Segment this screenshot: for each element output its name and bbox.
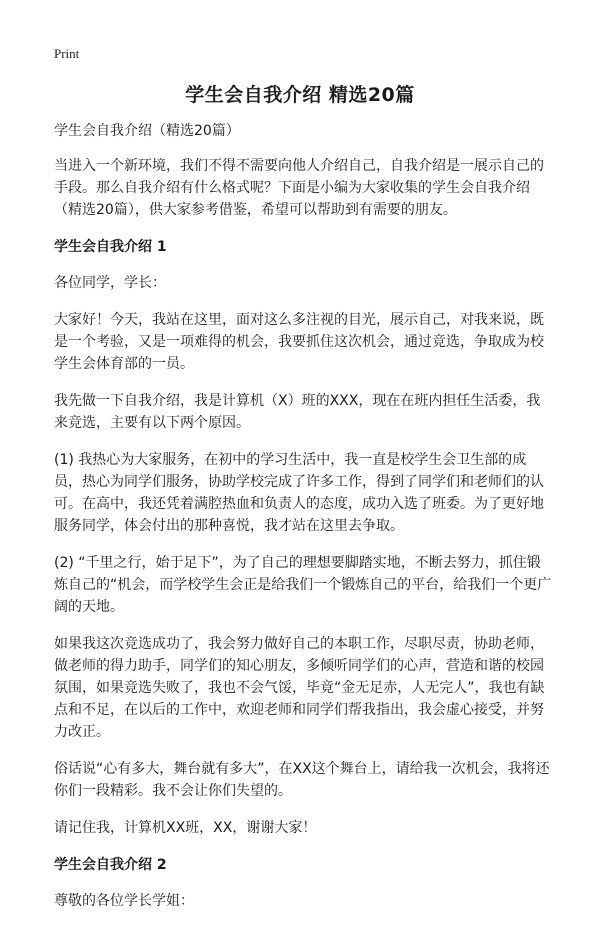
section-heading-2: 学生会自我介绍 2 <box>54 857 167 873</box>
document-body <box>54 120 554 927</box>
paragraph: (2) “千里之行，始于足下”，为了自己的理想要脚踏实地，不断去努力，抓住锻炼自己的“机会，而学校学生会正是给我们一个锻炼自己的平台，给我们一个更广阔的天地。 <box>54 555 552 615</box>
paragraph: (1) 我热心为大家服务，在初中的学习生活中，我一直是校学生会卫生部的成员，热心为同学们服务，协助学校完成了许多工作，得到了同学们和老师们的认可。在高中，我还凭着满腔热血和负责人的态度，成功入选了班委。为了更好地服务同学，体会付出的那种喜悦，我才站在这里去争取。 <box>54 452 544 534</box>
document-subtitle: 学生会自我介绍（精选20篇） <box>54 123 240 139</box>
paragraph: 各位同学，学长： <box>54 275 166 291</box>
section-heading-1: 学生会自我介绍 1 <box>54 239 167 255</box>
paragraph: 我先做一下自我介绍，我是计算机（X）班的XXX，现在在班内担任生活委，我来竞选，主要有以下两个原因。 <box>54 393 541 431</box>
document-title: 学生会自我介绍 精选20篇 <box>185 84 415 106</box>
paragraph: 请记住我，计算机XX班，XX，谢谢大家！ <box>54 820 317 836</box>
intro-paragraph: 当进入一个新环境，我们不得不需要向他人介绍自己，自我介绍是一展示自己的手段。那么自我介绍有什么格式呢？下面是小编为大家收集的学生会自我介绍（精选20篇），供大家参考借鉴，希望可以帮助到有需要的朋友。 <box>54 158 544 218</box>
paragraph: 大家好！今天，我站在这里，面对这么多注视的目光，展示自己，对我来说，既是一个考验，又是一项难得的机会，我要抓住这次机会，通过竞选，争取成为校学生会体育部的一员。 <box>54 312 544 372</box>
paragraph: 尊敬的各位学长学姐： <box>54 893 194 909</box>
paragraph: 如果我这次竞选成功了，我会努力做好自己的本职工作，尽职尽责，协助老师，做老师的得力助手，同学们的知心朋友，多倾听同学们的心声，营造和谐的校园氛围，如果竞选失败了，我也不会气馁，毕竟“金无足赤，人无完人”，我也有缺点和不足，在以后的工作中，欢迎老师和同学们帮我指出，我会虚心接受，并努力改正。 <box>54 636 545 740</box>
print-link[interactable]: Print <box>54 46 80 61</box>
paragraph: 俗话说“心有多大，舞台就有多大”，在XX这个舞台上，请给我一次机会，我将还你们一段精彩。我不会让你们失望的。 <box>54 761 550 799</box>
